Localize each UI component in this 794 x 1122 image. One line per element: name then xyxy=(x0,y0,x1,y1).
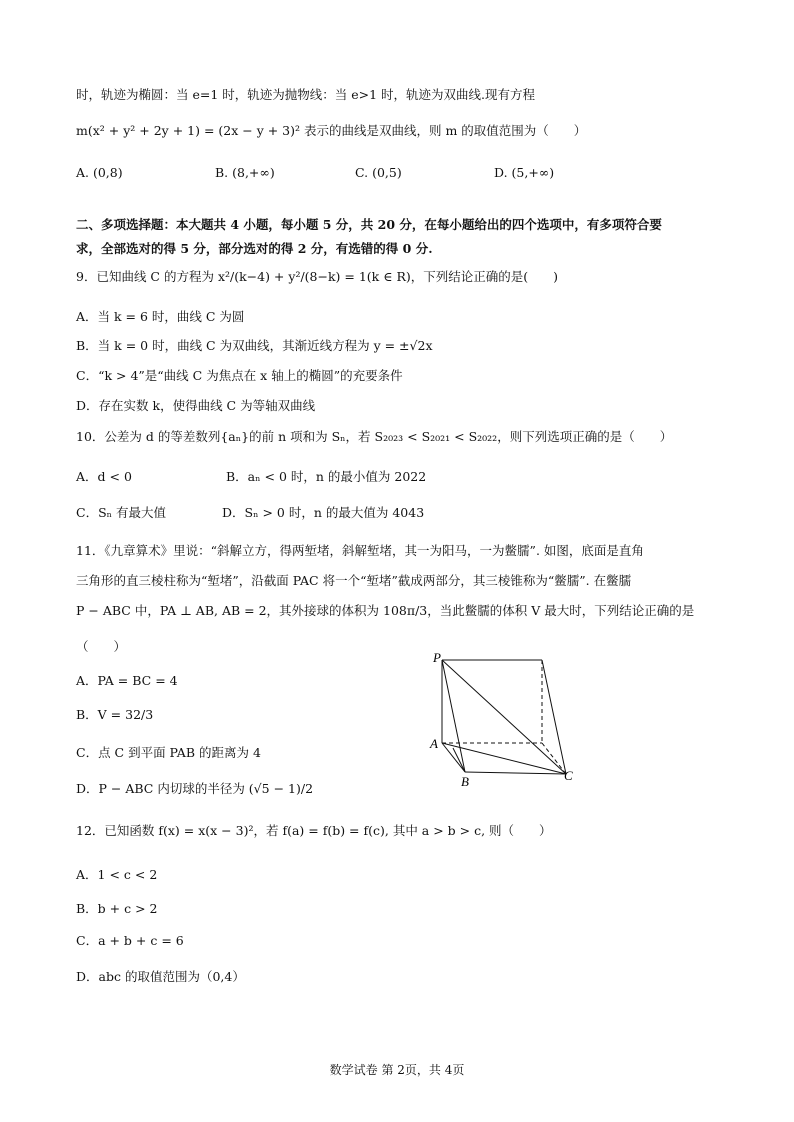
q9-stem: 9．已知曲线 C 的方程为 x²/(k−4) + y²/(8−k) = 1(k ∈ R)，下列结论正确的是( ) xyxy=(76,269,558,284)
q12-stem: 12．已知函数 f(x) = x(x − 3)²，若 f(a) = f(b) = f(c), 其中 a > b > c, 则（ ） xyxy=(76,823,552,838)
q10-option-d: D．Sₙ > 0 时，n 的最大值为 4043 xyxy=(222,505,425,520)
q10-stem: 10．公差为 d 的等差数列{aₙ}的前 n 项和为 Sₙ，若 S₂₀₂₃ < S₂₀₂₁ < S₂₀₂₂，则下列选项正确的是（ ） xyxy=(76,429,673,444)
q11-prism-figure xyxy=(425,648,585,790)
q11-stem-line1: 11．《九章算术》里说：“斜解立方，得两堑堵，斜解堑堵，其一为阳马，一为鳖臑”. 如图，底面是直角 xyxy=(76,543,644,558)
q9-option-b: B．当 k = 0 时，曲线 C 为双曲线，其渐近线方程为 y = ±√2x xyxy=(76,338,433,353)
q12-option-c: C．a + b + c = 6 xyxy=(76,933,184,948)
q12-option-d: D．abc 的取值范围为（0,4） xyxy=(76,969,245,984)
q11-bracket: （ ） xyxy=(76,639,127,654)
q10-option-a: A．d < 0 xyxy=(76,469,132,484)
q9-option-c: C．“k > 4”是“曲线 C 为焦点在 x 轴上的椭圆”的充要条件 xyxy=(76,368,403,383)
q11-option-d: D．P − ABC 内切球的半径为 (√5 − 1)/2 xyxy=(76,781,314,796)
q11-stem-line3: P − ABC 中，PA ⊥ AB, AB = 2，其外接球的体积为 108π/3，当此鳖臑的体积 V 最大时，下列结论正确的是 xyxy=(76,603,695,618)
q9-option-d: D．存在实数 k，使得曲线 C 为等轴双曲线 xyxy=(76,398,316,413)
figure-label-a: A xyxy=(430,736,438,751)
q8-stem-tail: 时，轨迹为椭圆：当 e=1 时，轨迹为抛物线：当 e>1 时，轨迹为双曲线.现有方程 xyxy=(76,87,536,102)
figure-label-b: B xyxy=(461,774,469,789)
q12-option-b: B．b + c > 2 xyxy=(76,901,158,916)
figure-label-p: P xyxy=(433,650,441,665)
q11-option-a: A．PA = BC = 4 xyxy=(76,673,178,688)
q8-equation-line: m(x² + y² + 2y + 1) = (2x − y + 3)² 表示的曲线是双曲线，则 m 的取值范围为（ ） xyxy=(76,123,587,138)
figure-label-c: C xyxy=(564,768,573,783)
q9-option-a: A．当 k = 6 时，曲线 C 为圆 xyxy=(76,309,245,324)
q10-option-c: C．Sₙ 有最大值 xyxy=(76,505,167,520)
q11-stem-line2: 三角形的直三棱柱称为“堑堵”，沿截面 PAC 将一个“堑堵”截成两部分，其三棱锥称为“鳖臑”. 在鳖臑 xyxy=(76,573,632,588)
q10-option-b: B．aₙ < 0 时，n 的最小值为 2022 xyxy=(226,469,427,484)
q8-option-d: D. (5,+∞) xyxy=(494,165,555,180)
q12-option-a: A．1 < c < 2 xyxy=(76,867,158,882)
q11-option-b: B．V = 32/3 xyxy=(76,707,154,722)
page-footer: 数学试卷 第 2页，共 4页 xyxy=(329,1063,465,1077)
section2-heading-line2: 求，全部选对的得 5 分，部分选对的得 2 分，有选错的得 0 分. xyxy=(76,241,433,256)
q8-option-b: B. (8,+∞) xyxy=(215,165,275,180)
q8-option-a: A. (0,8) xyxy=(76,165,123,180)
q8-option-c: C. (0,5) xyxy=(355,165,402,180)
section2-heading-line1: 二、多项选择题：本大题共 4 小题，每小题 5 分，共 20 分，在每小题给出的四个选项中，有多项符合要 xyxy=(76,217,662,232)
q11-option-c: C．点 C 到平面 PAB 的距离为 4 xyxy=(76,745,261,760)
